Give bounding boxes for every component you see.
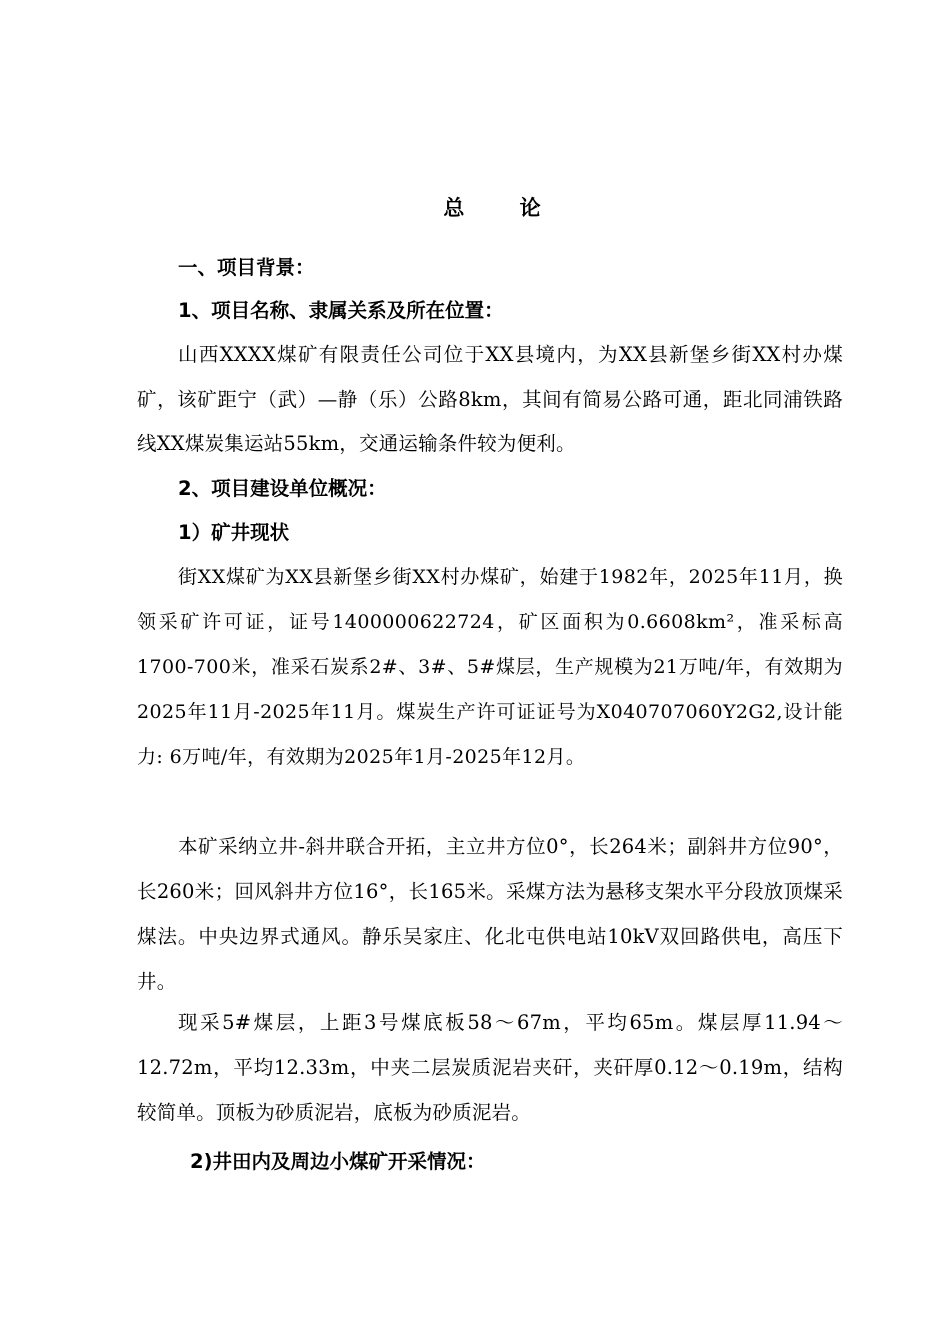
subsection-heading-project-name: 1、项目名称、隶属关系及所在位置： — [178, 299, 504, 322]
subsection-heading-mine-status: 1）矿井现状 — [178, 521, 290, 544]
paragraph-coal-seam: 现采5#煤层，上距3号煤底板58～67m，平均65m。煤层厚11.94～12.72m，平均12.33m，中夹二层炭质泥岩夹矸，夹矸厚0.12～0.19m，结构较简单。顶板为砂质泥岩，底板为砂质泥岩。 — [137, 1011, 843, 1124]
subsection-heading-unit-overview: 2、项目建设单位概况： — [178, 477, 387, 500]
subsection-heading-small-mines: 2)井田内及周边小煤矿开采情况： — [190, 1150, 486, 1173]
paragraph-location: 山西XXXX煤矿有限责任公司位于XX县境内，为XX县新堡乡街XX村办煤矿，该矿距宁（武）—静（乐）公路8km，其间有简易公路可通，距北同浦铁路线XX煤炭集运站55km，交通运输条件较为便利。 — [137, 343, 843, 455]
paragraph-mine-status: 街XX煤矿为XX县新堡乡街XX村办煤矿，始建于1982年，2025年11月，换领采矿许可证，证号1400000622724，矿区面积为0.6608km²，准采标高1700-700米，准采石炭系2#、3#、5#煤层，生产规模为21万吨/年，有效期为2025年11月-2025年11月。煤炭生产许可证证号为X040707060Y2G2,设计能力: 6万吨/年，有效期为2025年1月-2025年12月。 — [137, 566, 843, 768]
document-title: 总 论 — [443, 196, 565, 220]
section-heading-background: 一、项目背景： — [178, 256, 315, 279]
paragraph-development: 本矿采纳立井-斜井联合开拓，主立井方位0°，长264米；副斜井方位90°，长260米；回风斜井方位16°，长165米。采煤方法为悬移支架水平分段放顶煤采煤法。中央边界式通风。静乐吴家庄、化北屯供电站10kV双回路供电，高压下井。 — [137, 835, 843, 993]
